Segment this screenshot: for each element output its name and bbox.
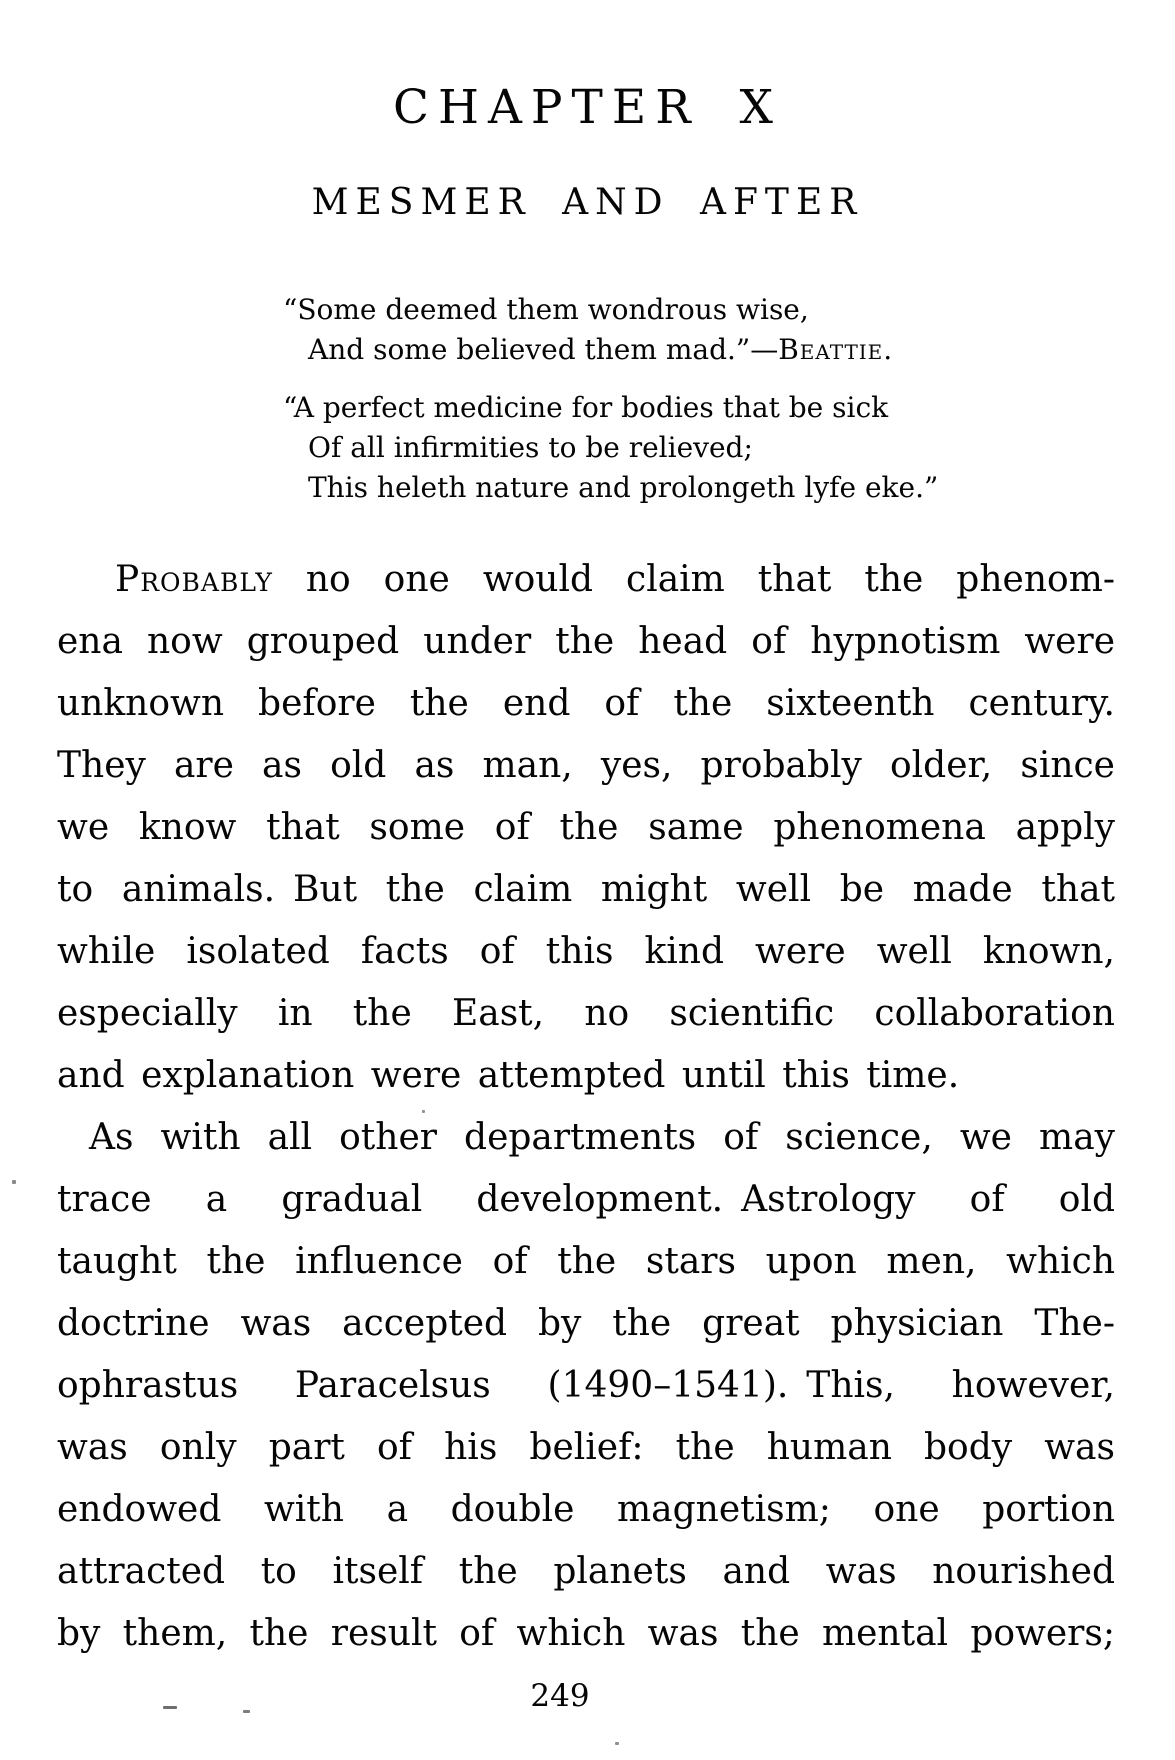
scan-artifact — [243, 1710, 250, 1713]
body-line: while isolated facts of this kind were well known, — [57, 931, 1115, 972]
body-line: ena now grouped under the head of hypnotism were — [57, 621, 1115, 662]
body-line: ophrastus Paracelsus (1490–1541). This, however, — [57, 1365, 1115, 1406]
scan-artifact — [615, 1742, 619, 1745]
body-line: especially in the East, no scientific collaboration — [57, 993, 1115, 1034]
body-line — [57, 549, 1115, 611]
body-line: They are as old as man, yes, probably older, since — [57, 745, 1115, 786]
chapter-heading: CHAPTER X — [393, 80, 782, 135]
body-line: to animals. But the claim might well be made that — [57, 869, 1115, 910]
epigraph-line — [283, 330, 893, 370]
epigraph-attribution: Beattie. — [778, 333, 894, 366]
body-line: unknown before the end of the sixteenth century. — [57, 683, 1115, 724]
epigraph-line-text: And some believed them mad.”— — [308, 333, 779, 366]
body-line: by them, the result of which was the mental powers; — [57, 1613, 1115, 1654]
body-line: attracted to itself the planets and was nourished — [57, 1551, 1115, 1592]
body-line: and explanation were attempted until this time. — [57, 1055, 960, 1096]
chapter-title: MESMER AND AFTER — [311, 182, 864, 223]
lead-word-smallcaps: Probably — [115, 559, 273, 600]
body-line: trace a gradual development. Astrology of old — [57, 1179, 1115, 1220]
body-line: we know that some of the same phenomena apply — [57, 807, 1115, 848]
body-line: As with all other departments of science, we may — [89, 1117, 1115, 1158]
body-line: was only part of his belief: the human body was — [57, 1427, 1115, 1468]
epigraph-beattie — [283, 290, 893, 370]
epigraph-line: “A perfect medicine for bodies that be sick — [283, 391, 889, 424]
body-text — [57, 549, 1115, 1665]
body-line-text: no one would claim that the phenom- — [272, 559, 1115, 600]
body-line: taught the influence of the stars upon men, which — [57, 1241, 1115, 1282]
body-line: endowed with a double magnetism; one portion — [57, 1489, 1115, 1530]
epigraph-medicine — [283, 388, 938, 508]
epigraph-line: Of all infirmities to be relieved; — [308, 431, 753, 464]
body-line: doctrine was accepted by the great physician The- — [57, 1303, 1115, 1344]
scan-artifact — [422, 1110, 425, 1113]
epigraph-line: This heleth nature and prolongeth lyfe eke.” — [308, 471, 939, 504]
page-number: 249 — [530, 1678, 590, 1714]
scan-artifact — [12, 1180, 16, 1184]
scan-artifact — [163, 1706, 177, 1709]
epigraph-line: “Some deemed them wondrous wise, — [283, 293, 809, 326]
